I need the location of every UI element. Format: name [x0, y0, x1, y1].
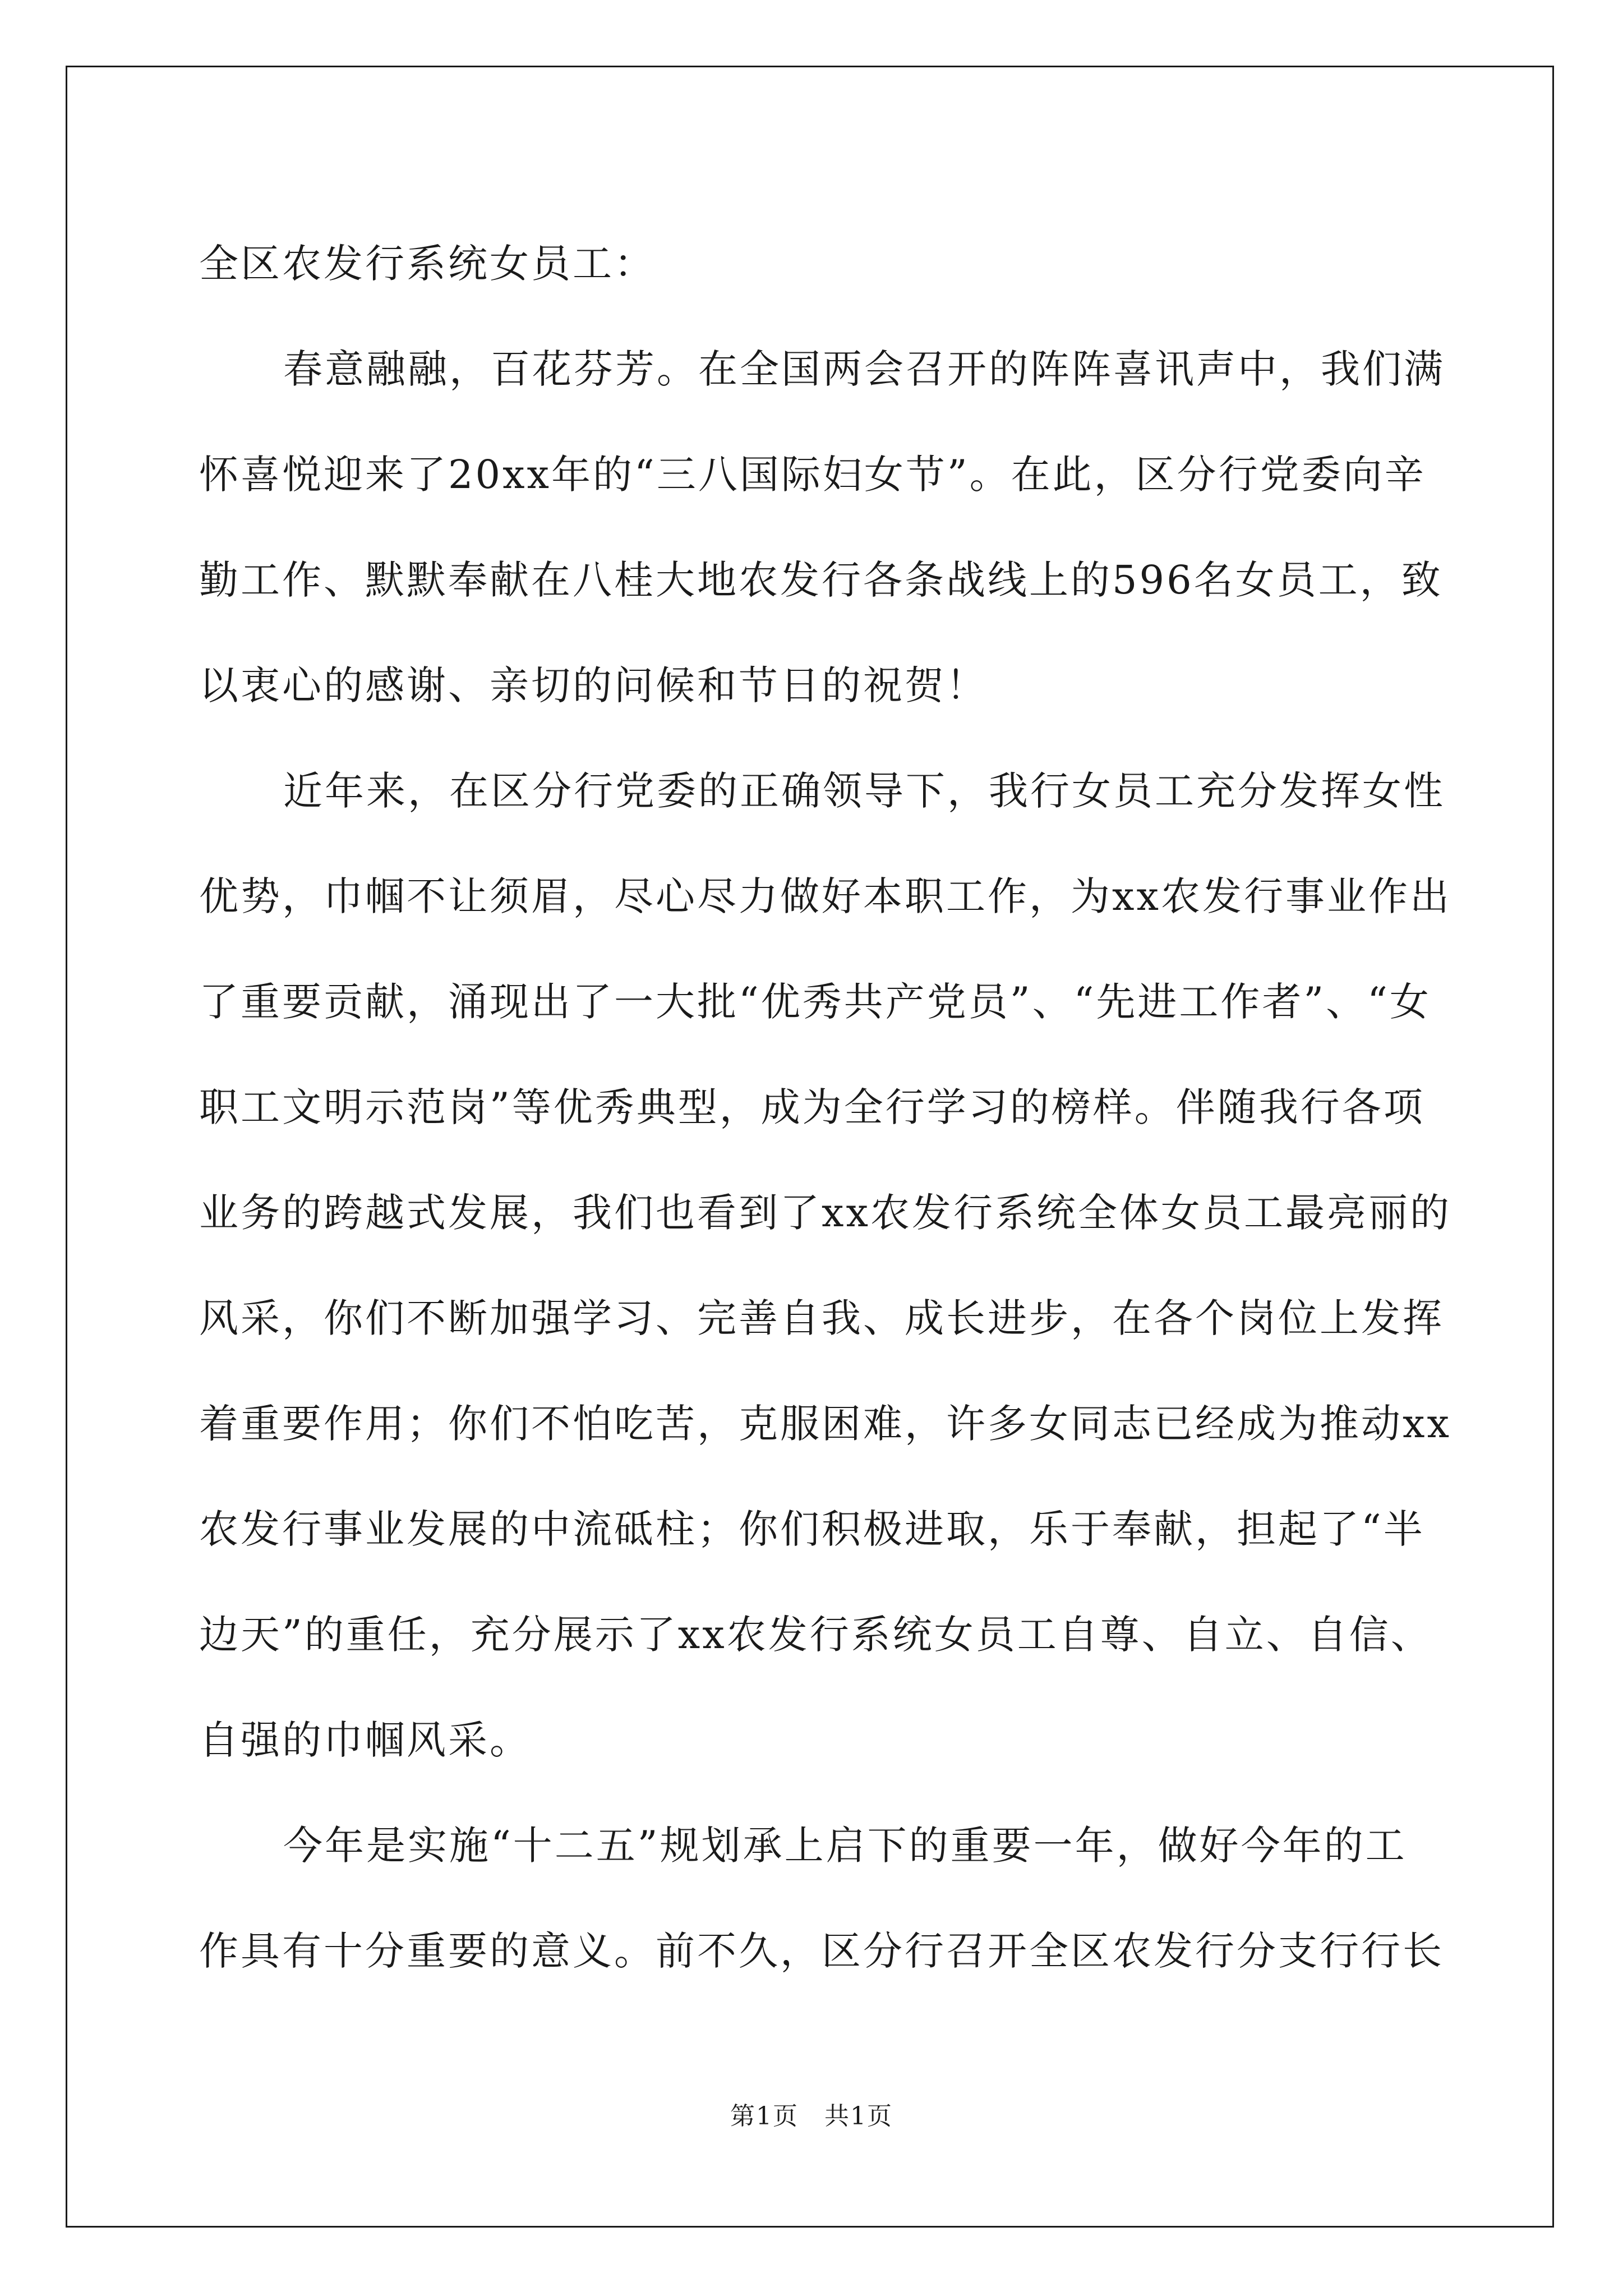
salutation-line: 全区农发行系统女员工： — [199, 240, 656, 287]
paragraph-2-line-2: 优势，巾帼不让须眉，尽心尽力做好本职工作，为xx农发行事业作出 — [199, 873, 1451, 919]
document-body — [199, 208, 1451, 2000]
paragraph-3-line-1: 今年是实施“十二五”规划承上启下的重要一年，做好今年的工 — [283, 1822, 1407, 1869]
paragraph-3-line-2: 作具有十分重要的意义。前不久，区分行召开全区农发行分支行行长 — [199, 1927, 1444, 1974]
paragraph-2-line-8: 农发行事业发展的中流砥柱；你们积极进取，乐于奉献，担起了“半 — [199, 1506, 1425, 1552]
paragraph-2-line-10: 自强的巾帼风采。 — [199, 1717, 531, 1763]
paragraph-1-line-4: 以衷心的感谢、亲切的问候和节日的祝贺！ — [199, 662, 988, 708]
paragraph-2-line-6: 风采，你们不断加强学习、完善自我、成长进步，在各个岗位上发挥 — [199, 1295, 1444, 1341]
paragraph-1-line-3: 勤工作、默默奉献在八桂大地农发行各条战线上的596名女员工，致 — [199, 556, 1443, 603]
paragraph-2-line-4: 职工文明示范岗”等优秀典型，成为全行学习的榜样。伴随我行各项 — [199, 1084, 1425, 1130]
page-number-footer: 第1页 共1页 — [730, 2102, 893, 2131]
paragraph-2-line-3: 了重要贡献，涌现出了一大批“优秀共产党员”、“先进工作者”、“女 — [199, 978, 1431, 1025]
paragraph-2-line-5: 业务的跨越式发展，我们也看到了xx农发行系统全体女员工最亮丽的 — [199, 1189, 1451, 1236]
paragraph-2-line-1: 近年来，在区分行党委的正确领导下，我行女员工充分发挥女性 — [283, 767, 1445, 814]
paragraph-1-line-1: 春意融融，百花芬芳。在全国两会召开的阵阵喜讯声中，我们满 — [283, 346, 1445, 392]
paragraph-2-line-9: 边天”的重任，充分展示了xx农发行系统女员工自尊、自立、自信、 — [199, 1611, 1432, 1658]
paragraph-1-line-2: 怀喜悦迎来了20xx年的“三八国际妇女节”。在此，区分行党委向辛 — [199, 451, 1426, 498]
paragraph-2-line-7: 着重要作用；你们不怕吃苦，克服困难，许多女同志已经成为推动xx — [199, 1400, 1451, 1447]
